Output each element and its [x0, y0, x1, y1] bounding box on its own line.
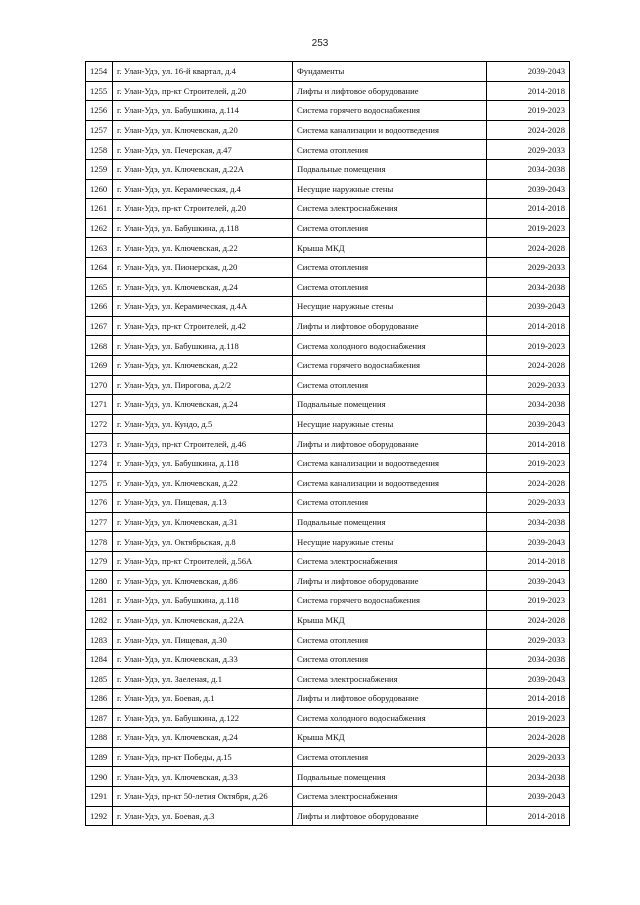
repair-period-cell: 2034-2038 [487, 649, 570, 669]
row-number-cell: 1264 [86, 257, 113, 277]
address-cell: г. Улан-Удэ, ул. Пирогова, д.2/2 [113, 375, 293, 395]
repair-period-cell: 2014-2018 [487, 81, 570, 101]
table-row [86, 257, 570, 277]
table-row [86, 238, 570, 258]
building-system-cell: Система отопления [293, 630, 487, 650]
building-system-cell: Система горячего водоснабжения [293, 591, 487, 611]
repair-period-cell: 2024-2028 [487, 120, 570, 140]
address-cell: г. Улан-Удэ, ул. Ключевская, д.24 [113, 277, 293, 297]
repair-period-cell: 2039-2043 [487, 179, 570, 199]
table-row [86, 767, 570, 787]
building-system-cell: Фундаменты [293, 62, 487, 82]
building-system-cell: Система отопления [293, 493, 487, 513]
table-row [86, 689, 570, 709]
address-cell: г. Улан-Удэ, ул. Бабушкина, д.118 [113, 336, 293, 356]
building-system-cell: Система холодного водоснабжения [293, 708, 487, 728]
building-system-cell: Несущие наружные стены [293, 179, 487, 199]
table-row [86, 532, 570, 552]
repair-period-cell: 2024-2028 [487, 728, 570, 748]
repair-period-cell: 2029-2033 [487, 630, 570, 650]
building-system-cell: Система отопления [293, 649, 487, 669]
table-row [86, 297, 570, 317]
table-body [86, 62, 570, 826]
table-row [86, 493, 570, 513]
row-number-cell: 1286 [86, 689, 113, 709]
table-row [86, 159, 570, 179]
address-cell: г. Улан-Удэ, ул. Ключевская, д.33 [113, 649, 293, 669]
row-number-cell: 1276 [86, 493, 113, 513]
repair-period-cell: 2014-2018 [487, 689, 570, 709]
address-cell: г. Улан-Удэ, пр-кт Строителей, д.42 [113, 316, 293, 336]
address-cell: г. Улан-Удэ, ул. Ключевская, д.22А [113, 159, 293, 179]
repair-period-cell: 2039-2043 [487, 532, 570, 552]
address-cell: г. Улан-Удэ, пр-кт Строителей, д.20 [113, 199, 293, 219]
repair-period-cell: 2039-2043 [487, 786, 570, 806]
row-number-cell: 1259 [86, 159, 113, 179]
row-number-cell: 1283 [86, 630, 113, 650]
repair-period-cell: 2024-2028 [487, 473, 570, 493]
table-row [86, 120, 570, 140]
address-cell: г. Улан-Удэ, ул. Ключевская, д.24 [113, 728, 293, 748]
row-number-cell: 1257 [86, 120, 113, 140]
row-number-cell: 1272 [86, 414, 113, 434]
address-cell: г. Улан-Удэ, ул. Ключевская, д.22 [113, 355, 293, 375]
building-system-cell: Лифты и лифтовое оборудование [293, 434, 487, 454]
building-system-cell: Крыша МКД [293, 728, 487, 748]
repair-period-cell: 2019-2023 [487, 708, 570, 728]
building-system-cell: Лифты и лифтовое оборудование [293, 81, 487, 101]
row-number-cell: 1288 [86, 728, 113, 748]
building-system-cell: Система отопления [293, 257, 487, 277]
address-cell: г. Улан-Удэ, ул. Ключевская, д.22А [113, 610, 293, 630]
address-cell: г. Улан-Удэ, ул. Ключевская, д.31 [113, 512, 293, 532]
row-number-cell: 1274 [86, 453, 113, 473]
repair-period-cell: 2034-2038 [487, 277, 570, 297]
address-cell: г. Улан-Удэ, ул. Бабушкина, д.118 [113, 591, 293, 611]
repair-period-cell: 2014-2018 [487, 434, 570, 454]
table-row [86, 649, 570, 669]
building-system-cell: Подвальные помещения [293, 159, 487, 179]
address-cell: г. Улан-Удэ, ул. 16-й квартал, д.4 [113, 62, 293, 82]
address-cell: г. Улан-Удэ, ул. Бабушкина, д.118 [113, 218, 293, 238]
table-row [86, 179, 570, 199]
building-system-cell: Лифты и лифтовое оборудование [293, 689, 487, 709]
repair-period-cell: 2019-2023 [487, 591, 570, 611]
table-row [86, 786, 570, 806]
row-number-cell: 1254 [86, 62, 113, 82]
capital-repair-table [85, 61, 570, 826]
table-row [86, 708, 570, 728]
table-row [86, 218, 570, 238]
row-number-cell: 1291 [86, 786, 113, 806]
table-row [86, 434, 570, 454]
address-cell: г. Улан-Удэ, ул. Октябрьская, д.8 [113, 532, 293, 552]
building-system-cell: Система горячего водоснабжения [293, 101, 487, 121]
table-row [86, 571, 570, 591]
repair-period-cell: 2039-2043 [487, 297, 570, 317]
repair-period-cell: 2029-2033 [487, 140, 570, 160]
address-cell: г. Улан-Удэ, ул. Печерская, д.47 [113, 140, 293, 160]
address-cell: г. Улан-Удэ, ул. Ключевская, д.86 [113, 571, 293, 591]
repair-period-cell: 2024-2028 [487, 355, 570, 375]
row-number-cell: 1258 [86, 140, 113, 160]
row-number-cell: 1289 [86, 747, 113, 767]
row-number-cell: 1267 [86, 316, 113, 336]
address-cell: г. Улан-Удэ, пр-кт 50-летия Октября, д.26 [113, 786, 293, 806]
building-system-cell: Система отопления [293, 140, 487, 160]
building-system-cell: Система холодного водоснабжения [293, 336, 487, 356]
row-number-cell: 1287 [86, 708, 113, 728]
row-number-cell: 1280 [86, 571, 113, 591]
table-row [86, 453, 570, 473]
table-row [86, 414, 570, 434]
repair-period-cell: 2019-2023 [487, 453, 570, 473]
address-cell: г. Улан-Удэ, ул. Бабушкина, д.114 [113, 101, 293, 121]
repair-period-cell: 2024-2028 [487, 238, 570, 258]
repair-period-cell: 2034-2038 [487, 159, 570, 179]
building-system-cell: Подвальные помещения [293, 395, 487, 415]
repair-period-cell: 2014-2018 [487, 806, 570, 826]
address-cell: г. Улан-Удэ, пр-кт Победы, д.15 [113, 747, 293, 767]
row-number-cell: 1266 [86, 297, 113, 317]
row-number-cell: 1284 [86, 649, 113, 669]
row-number-cell: 1285 [86, 669, 113, 689]
row-number-cell: 1277 [86, 512, 113, 532]
row-number-cell: 1262 [86, 218, 113, 238]
address-cell: г. Улан-Удэ, ул. Пищевая, д.13 [113, 493, 293, 513]
building-system-cell: Подвальные помещения [293, 512, 487, 532]
address-cell: г. Улан-Удэ, ул. Бабушкина, д.118 [113, 453, 293, 473]
row-number-cell: 1265 [86, 277, 113, 297]
table-row [86, 140, 570, 160]
page-number: 253 [311, 38, 329, 49]
building-system-cell: Система электроснабжения [293, 199, 487, 219]
table-row [86, 395, 570, 415]
row-number-cell: 1282 [86, 610, 113, 630]
address-cell: г. Улан-Удэ, ул. Кундо, д.5 [113, 414, 293, 434]
row-number-cell: 1281 [86, 591, 113, 611]
building-system-cell: Несущие наружные стены [293, 532, 487, 552]
table-row [86, 747, 570, 767]
repair-period-cell: 2039-2043 [487, 571, 570, 591]
table-row [86, 551, 570, 571]
address-cell: г. Улан-Удэ, ул. Бабушкина, д.122 [113, 708, 293, 728]
building-system-cell: Система канализации и водоотведения [293, 120, 487, 140]
table-row [86, 336, 570, 356]
repair-period-cell: 2029-2033 [487, 747, 570, 767]
table-row [86, 728, 570, 748]
table-row [86, 81, 570, 101]
building-system-cell: Система канализации и водоотведения [293, 473, 487, 493]
repair-period-cell: 2019-2023 [487, 101, 570, 121]
repair-period-cell: 2034-2038 [487, 767, 570, 787]
repair-period-cell: 2039-2043 [487, 414, 570, 434]
row-number-cell: 1260 [86, 179, 113, 199]
table-row [86, 512, 570, 532]
building-system-cell: Система электроснабжения [293, 786, 487, 806]
table-row [86, 277, 570, 297]
table-row [86, 375, 570, 395]
building-system-cell: Система горячего водоснабжения [293, 355, 487, 375]
table-row [86, 101, 570, 121]
table-row [86, 806, 570, 826]
address-cell: г. Улан-Удэ, ул. Ключевская, д.22 [113, 238, 293, 258]
address-cell: г. Улан-Удэ, ул. Ключевская, д.20 [113, 120, 293, 140]
address-cell: г. Улан-Удэ, ул. Ключевская, д.22 [113, 473, 293, 493]
row-number-cell: 1271 [86, 395, 113, 415]
row-number-cell: 1261 [86, 199, 113, 219]
building-system-cell: Система канализации и водоотведения [293, 453, 487, 473]
table-row [86, 473, 570, 493]
repair-period-cell: 2019-2023 [487, 218, 570, 238]
address-cell: г. Улан-Удэ, ул. Боевая, д.3 [113, 806, 293, 826]
address-cell: г. Улан-Удэ, ул. Пищевая, д.30 [113, 630, 293, 650]
building-system-cell: Лифты и лифтовое оборудование [293, 571, 487, 591]
repair-period-cell: 2034-2038 [487, 395, 570, 415]
address-cell: г. Улан-Удэ, ул. Боевая, д.1 [113, 689, 293, 709]
repair-period-cell: 2034-2038 [487, 512, 570, 532]
table-row [86, 199, 570, 219]
row-number-cell: 1256 [86, 101, 113, 121]
row-number-cell: 1255 [86, 81, 113, 101]
address-cell: г. Улан-Удэ, ул. Ключевская, д.33 [113, 767, 293, 787]
address-cell: г. Улан-Удэ, ул. Заеленая, д.1 [113, 669, 293, 689]
building-system-cell: Лифты и лифтовое оборудование [293, 316, 487, 336]
repair-period-cell: 2014-2018 [487, 316, 570, 336]
row-number-cell: 1269 [86, 355, 113, 375]
building-system-cell: Система отопления [293, 218, 487, 238]
table-row [86, 355, 570, 375]
row-number-cell: 1279 [86, 551, 113, 571]
building-system-cell: Система отопления [293, 375, 487, 395]
row-number-cell: 1263 [86, 238, 113, 258]
repair-period-cell: 2039-2043 [487, 669, 570, 689]
building-system-cell: Система отопления [293, 747, 487, 767]
repair-period-cell: 2014-2018 [487, 551, 570, 571]
row-number-cell: 1273 [86, 434, 113, 454]
repair-period-cell: 2029-2033 [487, 375, 570, 395]
building-system-cell: Крыша МКД [293, 610, 487, 630]
table-row [86, 62, 570, 82]
repair-period-cell: 2024-2028 [487, 610, 570, 630]
table-row [86, 316, 570, 336]
row-number-cell: 1268 [86, 336, 113, 356]
table-row [86, 610, 570, 630]
row-number-cell: 1275 [86, 473, 113, 493]
building-system-cell: Крыша МКД [293, 238, 487, 258]
address-cell: г. Улан-Удэ, пр-кт Строителей, д.46 [113, 434, 293, 454]
address-cell: г. Улан-Удэ, ул. Пионерская, д.20 [113, 257, 293, 277]
address-cell: г. Улан-Удэ, ул. Керамическая, д.4А [113, 297, 293, 317]
address-cell: г. Улан-Удэ, ул. Керамическая, д.4 [113, 179, 293, 199]
repair-period-cell: 2029-2033 [487, 257, 570, 277]
repair-period-cell: 2019-2023 [487, 336, 570, 356]
row-number-cell: 1270 [86, 375, 113, 395]
building-system-cell: Система электроснабжения [293, 669, 487, 689]
building-system-cell: Система электроснабжения [293, 551, 487, 571]
address-cell: г. Улан-Удэ, пр-кт Строителей, д.56А [113, 551, 293, 571]
repair-period-cell: 2014-2018 [487, 199, 570, 219]
row-number-cell: 1290 [86, 767, 113, 787]
building-system-cell: Система отопления [293, 277, 487, 297]
building-system-cell: Несущие наружные стены [293, 297, 487, 317]
row-number-cell: 1278 [86, 532, 113, 552]
row-number-cell: 1292 [86, 806, 113, 826]
building-system-cell: Несущие наружные стены [293, 414, 487, 434]
table-row [86, 669, 570, 689]
building-system-cell: Лифты и лифтовое оборудование [293, 806, 487, 826]
repair-period-cell: 2039-2043 [487, 62, 570, 82]
address-cell: г. Улан-Удэ, ул. Ключевская, д.24 [113, 395, 293, 415]
repair-period-cell: 2029-2033 [487, 493, 570, 513]
table-row [86, 630, 570, 650]
address-cell: г. Улан-Удэ, пр-кт Строителей, д.20 [113, 81, 293, 101]
building-system-cell: Подвальные помещения [293, 767, 487, 787]
table-row [86, 591, 570, 611]
